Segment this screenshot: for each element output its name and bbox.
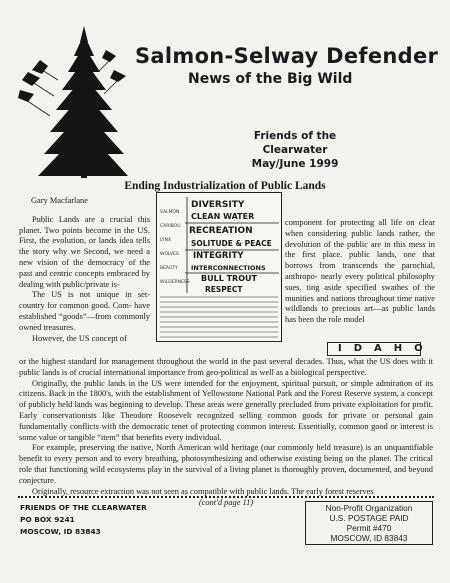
collage-word: DIVERSITY [191,200,245,210]
idaho-banner: IDAHO [327,342,421,356]
publisher-name: Friends of the Clearwater [253,130,337,156]
collage-word: INTEGRITY [193,251,244,261]
article-paragraph: For example, preserving the native, North American wild heritage (our commonly held treasure) is an unquantifiable benefit to every person and to every breathing, photosynthesizing and otherwise existing being on the planet. The critical role that functioning wild ecosystems play in the survival of a living planet is thoroughly proven, documented, and beyond conjecture. [19,443,433,485]
pine-tree-illustration [18,20,130,180]
collage-word: BULL TROUT [201,274,257,283]
collage-word: CLEAN WATER [191,212,255,221]
publisher-block [240,129,350,171]
masthead [135,44,439,87]
collage-word: WILDERNESS [160,280,190,285]
article-paragraph: or the highest standard for management throughout the world in the past several decades. Thus, what the US does with it public lands is of crucial international importance from geo-political as well as a biological perspective. [19,357,433,377]
indicia-line: MOSCOW, ID 83843 [330,533,408,543]
newsletter-subtitle: News of the Big Wild [188,71,353,87]
indicia-line: Permit #470 [346,523,392,533]
article-headline: Ending Industrialization of Public Lands [124,180,326,192]
dotted-divider [18,496,434,500]
article-paragraph: Originally, resource extraction was not seen as compatible with public lands. The early forest reserves [32,486,374,496]
collage-word: BEAUTY [160,266,178,271]
return-address [20,502,147,538]
word-collage [157,193,281,341]
return-org: FRIENDS OF THE CLEARWATER [20,503,147,512]
issue-date: May/June 1999 [251,158,339,170]
article-paragraph: The US is not unique in set- country for common good. Com- have established “goods”—from commonly owned treasures. [19,290,150,332]
illustration-frame [156,192,282,342]
return-po-box: PO BOX 9241 [20,515,75,524]
article-full-width [19,357,433,509]
collage-word: WOLVES [160,252,179,257]
indicia-line: U.S. POSTAGE PAID [329,513,409,523]
collage-word: RECREATION [189,226,253,236]
collage-word: INTERCONNECTIONS [191,264,266,272]
indicia-line: Non-Profit Organization [325,503,413,513]
collage-word: RESPECT [205,285,243,294]
article-paragraph: However, the US concept of [32,333,127,343]
article-paragraph: Public Lands are a crucial this planet. Two points become in the US. First, the evolution, or lands idea tells the story why we Second, we need a new vision of the democracy of the past and centric concepts embraced by dealing with public/private is- [19,214,150,289]
continued-note: (cont'd page 11) [198,498,254,508]
collage-word: LYNX [160,238,172,243]
article-right-column [285,218,435,326]
article-paragraph: Originally, the public lands in the US were intended for the enjoyment, spiritual pursuit, or simple admiration of its citizens. Back in the 1800's, with the establishment of Yellowstone National Park and the Forest Reserve system, a concept of publicly held lands was beginning to develop. These areas were generally precluded from private exploitation for profit. Early conservationists like Theodore Roosevelt recognized selling common goods for private or personal gain fundamentally conflicts with the democratic tenet of protecting common interest. Essentially, common good or interest is some value or tangible “item” that benefits every individual. [19,378,433,442]
return-city: MOSCOW, ID 83843 [20,527,101,536]
newsletter-title: Salmon-Selway Defender [135,44,439,68]
collage-word: CARIBOU [160,224,181,229]
collage-word: SOLITUDE & PEACE [191,239,272,248]
article-left-column [19,196,150,344]
article-paragraph: component for protecting all life on clear when considering public lands rather, the devolution of the public are in this mess in the first place. public lands, one that borrows from transcends the parochial, anthropo- nearly every political philosophy sues. ting aside specified swathes of the munities and nations throughout time native wildlands to precious art—as public lands has been the role model [285,218,435,325]
collage-word: SALMON [160,210,180,215]
postage-indicia [305,501,433,545]
article-byline: Gary Macfarlane [31,196,88,205]
